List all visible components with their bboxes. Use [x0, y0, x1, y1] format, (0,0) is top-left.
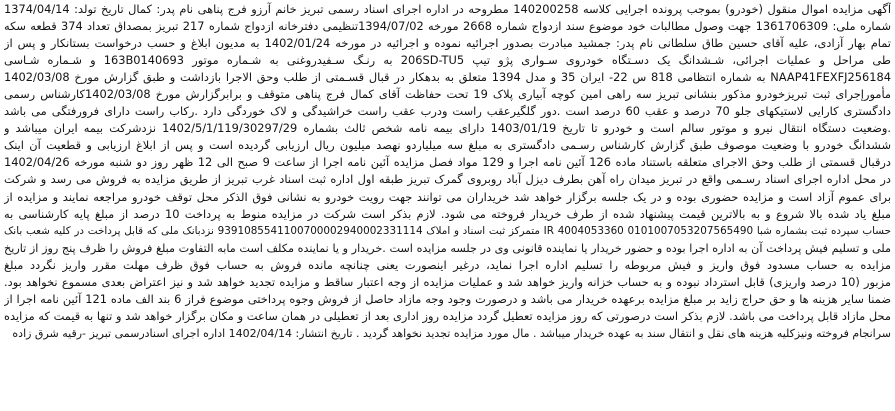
- notice-line: طی مراحل و عملیات اجرائی، شـشدانگ یک دسـتگاه خودروی سـواری پژو تیپ 206SD-TU5 به رنـگ سـفیدروغنی به شـماره موتور 163B0140693 و شـماره شـاسی: [4, 53, 891, 68]
- notice-line: سرانجام فروخته ونیزکلیه هزینه های نقل و انتقال سند به عهده خریدار میباشد . مال مورد مزایده تجدید نخواهد گردید . تاریخ انتشار: 1402/04/14 اداره اجرای اسنادرسمی تبریز -رقیه شرق زاده: [12, 326, 891, 340]
- notice-line: ششدانگ خودرو با وضعیت موصوف طبق گزارش کارشناس رسـمی دادگستری به مبلغ سه میلیاردو نهصد میلیون ریال ارزیابی گردیده است و پس از ابلاغ ارزیابی و قطعیت آن اینک: [4, 138, 891, 153]
- notice-line: دادگستری کارایی لاستیکهای جلو 70 درصد و عقب 60 درصد است .دور گلگیرعقب راست ودرب عقب راست خراشیدگی و لاک خوردگی دارد .رکاب راست دارای فرورفتگی می باشد: [4, 104, 891, 119]
- notice-line: مأمورإجرای ثبت تبریزخودرو مذکور بنشانی تبریز سه راهی امین کوچه آبیاری پلاک 19 تحت حفاظت آقای کمال فرج پناهی متوقف و برابرگزارش مورخ 1402/03/08کارشناس رسمی: [4, 87, 891, 102]
- notice-line: برای عموم آزاد است و مزایده حضوری بوده و در یک جلسه برگزار خواهد شد خریداران می توانند جهت رویت خودرو به نشانی فوق الذکر محل توقف خودرو مراجعه نمایند و مزایده از: [4, 189, 891, 204]
- notice-line: آگهی مزایده اموال منقول (خودرو) بموجب پرونده اجرایی کلاسه 140200258 مطروحه در اداره اجرای اسناد رسمی تبریز خانم آرزو فرج پناهی نام پدر: کمال تاریخ تولد: 1374/04/14: [4, 2, 891, 16]
- notice-line: مزبور (10 درصد واریزی) قابل استرداد نبوده و به حساب خزانه واریز خواهد شد و عملیات مزایده از وجه اعتبار ساقط و مزایده تجدید خواهد شد و نیز اعتراض بعدی مسموع نخواهد بود.: [4, 274, 891, 289]
- notice-line: محل مازاد قابل پرداخت می باشد. لازم بذکر است درصورتی که روز مزایده تعطیل گردد مزایده روز اداری بعد از تعطیلی در همان ساعت و مکان برگزار خواهد شد و تنها به قیمت که مزایده: [4, 308, 891, 323]
- notice-line: حساب سپرده ثبت بشماره شبا 0101007053207565490 4004053360 IR متمرکز ثبت اسناد و املاک 9391085541100700002940002331114 نزدبانک ملی که قابل پرداخت در کلیه شعب بانک: [4, 224, 891, 237]
- notice-line: .وضعیت دستگاه انتقال نیرو و موتور سالم است و خودرو تا تاریخ 1403/01/19 دارای بیمه نامه شخص ثالث بشماره 1402/5/1/119/30297/29 نزدشرکت بیمه ایران میباشد و: [4, 121, 891, 136]
- notice-line: در محل اداره اجرای اسناد رسـمی واقع در تبریز میدان راه آهن بطرف دیزل آباد روبروی گمرک تبریز طبقه اول اداره ثبت اسناد غرب تبریز از طریق مزایده به فروش می رسد و شرکت: [4, 172, 891, 187]
- notice-line: مبلغ یاد شده بالا شروع و به بالاترین قیمت پیشنهاد شده از طرف خریدار فروخته می شود. لازم بذکر است شرکت در مزایده منوط به پرداخت 10 درصد از مبلغ پایه کارشناسی به: [4, 206, 891, 221]
- notice-line: مزایده به حساب مسدود فوق واریز و فیش مربوطه را تسلیم اداره اجرا نماید، درغیر اینصورت یعنی چنانچه مانده فروش به حساب فوق ظرف مهلت مقرر واریز نگردد مبلغ: [4, 257, 891, 272]
- notice-line: NAAP41FEXFJ256184 به شماره انتظامی 818 س 22- ایران 35 و مدل 1394 متعلق به بدهکار در قبال قسـمتی از طلب وحق الاجرا بازداشت و طبق گزارش مورخ 1402/03/08: [4, 70, 891, 85]
- notice-line: ملی و تسلیم فیش پرداخت آن به اداره اجرا بوده و حضور خریدار یا نماینده قانونی وی در جلسه مزایده است .خریدار و یا نماینده مکلف است مابه التفاوت مبلغ فروش را ظرف پنج روز از تاریخ: [4, 241, 891, 255]
- notice-line: تمام بهار آزادی، علیه آقای حسین طاق سلطانی نام پدر: جمشید مبادرت بصدور اجرائیه نموده و اجرائیه در مورخه 1402/01/24 به مدیون ابلاغ و حسب درخواست بستانکار و پس از: [4, 36, 891, 51]
- notice-line: ضمنا سایر هزینه ها و حق حراج زاید بر مبلغ مزایده برعهده خریدار می باشد و درصورت وجود وجه مازاد حاصل از فروش وجوه پرداختی موضوع فراز 6 بند الف ماده 121 آئین نامه اجرا از: [4, 291, 891, 306]
- notice-line: درقبال قسمتی از طلب وحق الاجرای متعلقه باستناد ماده 126 آئین نامه اجرا و 129 مواد فصل مزایده آئین نامه اجرا از ساعت 9 صبح الی 12 ظهر روز دو شنبه مورخه 1402/04/26: [4, 155, 891, 170]
- notice-line: شماره ملی: 1361706309 جهت وصول مطالبات خود موضوع سند ازدواج شماره 2668 مورخه 1394/07/02تنظیمی دفترخانه ازدواج شماره 217 تبریز بمصداق تعداد 374 قطعه سکه: [4, 19, 891, 34]
